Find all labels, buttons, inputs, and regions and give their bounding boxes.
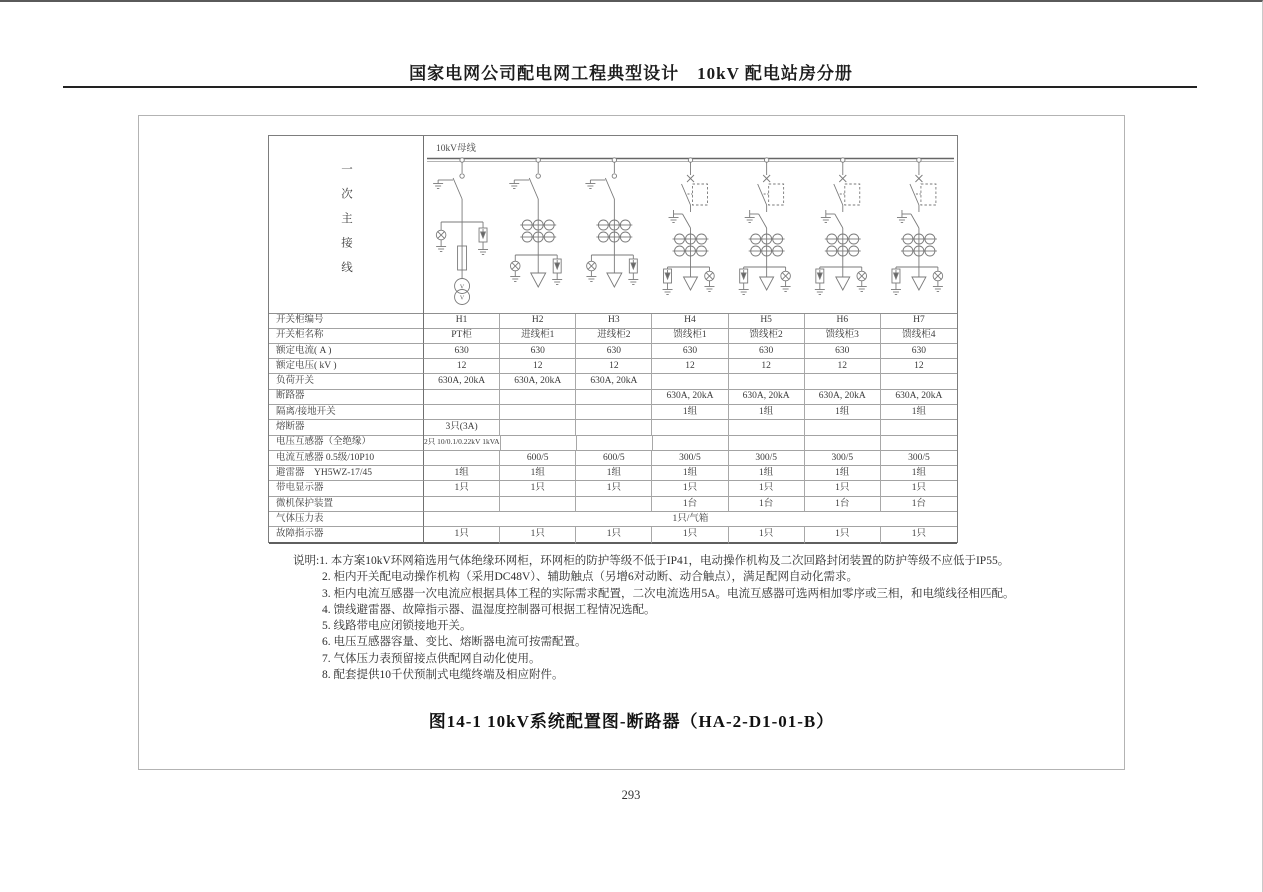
table-cell: 1只 <box>424 481 500 497</box>
table-cell: H6 <box>805 313 881 329</box>
table-rows <box>269 313 957 542</box>
table-cell: 1组 <box>729 405 805 421</box>
table-row-label: 气体压力表 <box>269 512 424 528</box>
table-cell: 1只 <box>652 481 728 497</box>
table-cell: 馈线柜2 <box>729 328 805 344</box>
table-cell <box>576 497 652 513</box>
table-cell: 1台 <box>729 497 805 513</box>
table-cell-merged: 1只/气箱 <box>424 512 957 528</box>
table-cell: 1组 <box>652 405 728 421</box>
table-cell <box>881 435 957 451</box>
table-cell: 2只 10/0.1/0.22kV 1kVA <box>424 435 501 451</box>
note-item: 1. 本方案10kV环网箱选用气体绝缘环网柜，环网柜的防护等级不低于IP41，电动操作机构及二次回路封闭装置的防护等级不应低于IP55。 <box>319 555 1010 567</box>
table-cell <box>729 420 805 436</box>
page-number: 293 <box>621 788 641 802</box>
table-row <box>269 328 957 343</box>
table-cell <box>729 374 805 390</box>
table-cell: 630 <box>729 344 805 360</box>
table-cell: 300/5 <box>881 451 957 467</box>
table-cell <box>424 497 500 513</box>
table-cell <box>424 389 500 405</box>
table-row-label: 避雷器 YH5WZ-17/45 <box>269 466 424 482</box>
table-cell: 1只 <box>729 481 805 497</box>
note-line: 4. 馈线避雷器、故障指示器、温湿度控制器可根据工程情况选配。 <box>322 603 656 616</box>
table-row-label: 额定电流( A ) <box>269 344 424 360</box>
sld-symbols <box>427 158 954 305</box>
table-cell: 1组 <box>881 405 957 421</box>
note-line: 8. 配套提供10千伏预制式电缆终端及相应附件。 <box>322 669 564 682</box>
table-cell: 1只 <box>500 527 576 544</box>
table-cell: 630A, 20kA <box>500 374 576 390</box>
table-cell: 1组 <box>881 466 957 482</box>
table-cell <box>576 405 652 421</box>
table-cell: 1只 <box>424 527 500 544</box>
table-cell: 1台 <box>881 497 957 513</box>
table-cell: 1只 <box>729 527 805 544</box>
table-cell: 630 <box>576 344 652 360</box>
table-cell: 3只(3A) <box>424 420 500 436</box>
table-cell <box>500 497 576 513</box>
table-cell: 1只 <box>881 481 957 497</box>
table-cell: 馈线柜4 <box>881 328 957 344</box>
table-row-label: 熔断器 <box>269 420 424 436</box>
notes-rest <box>293 569 1103 683</box>
table-cell: 630A, 20kA <box>652 389 728 405</box>
table-cell: 馈线柜1 <box>652 328 728 344</box>
table-cell: 1只 <box>805 481 881 497</box>
table-cell: PT柜 <box>424 328 500 344</box>
table-cell: 1组 <box>805 466 881 482</box>
table-row-label: 电流互感器 0.5级/10P10 <box>269 451 424 467</box>
table-cell: 1台 <box>805 497 881 513</box>
header-rule <box>63 86 1197 88</box>
configuration-table <box>268 135 958 543</box>
table-row-label: 电压互感器（全绝缘） <box>269 435 424 451</box>
table-row <box>269 389 957 404</box>
table-cell <box>576 420 652 436</box>
note-line <box>293 553 1103 569</box>
drawing-frame <box>138 115 1125 770</box>
table-cell <box>805 374 881 390</box>
table-cell: 1只 <box>652 527 728 544</box>
table-cell: 1只 <box>576 481 652 497</box>
single-line-diagram <box>424 136 957 314</box>
table-cell: H5 <box>729 313 805 329</box>
table-row <box>269 344 957 359</box>
table-cell: 630A, 20kA <box>576 374 652 390</box>
table-row-label: 微机保护装置 <box>269 497 424 513</box>
table-cell: 300/5 <box>805 451 881 467</box>
notes-prefix: 说明: <box>293 555 320 567</box>
table-cell <box>653 435 729 451</box>
table-cell: 1只 <box>576 527 652 544</box>
table-row-label: 负荷开关 <box>269 374 424 390</box>
table-cell: 进线柜1 <box>500 328 576 344</box>
table-cell: 12 <box>881 359 957 375</box>
page-header-title: 国家电网公司配电网工程典型设计 10kV 配电站房分册 <box>409 64 853 83</box>
table-cell <box>500 420 576 436</box>
svg-text:V: V <box>459 295 465 302</box>
table-cell: 630A, 20kA <box>424 374 500 390</box>
table-row-label: 开关柜编号 <box>269 313 424 329</box>
table-cell: 1组 <box>576 466 652 482</box>
table-row <box>269 435 957 450</box>
table-cell: 1组 <box>500 466 576 482</box>
table-cell <box>424 405 500 421</box>
table-row <box>269 481 957 496</box>
table-row-label: 带电显示器 <box>269 481 424 497</box>
table-cell: 1只 <box>881 527 957 544</box>
table-cell: 1组 <box>652 466 728 482</box>
table-row-label: 故障指示器 <box>269 527 424 544</box>
table-row <box>269 527 957 542</box>
table-cell <box>500 405 576 421</box>
table-row <box>269 497 957 512</box>
single-line-diagram-svg <box>424 136 957 313</box>
table-cell <box>881 420 957 436</box>
table-cell: 630 <box>881 344 957 360</box>
table-cell: 630 <box>424 344 500 360</box>
table-cell <box>805 435 881 451</box>
table-cell: 1组 <box>729 466 805 482</box>
table-cell: 630A, 20kA <box>805 389 881 405</box>
table-cell <box>881 374 957 390</box>
table-cell: 600/5 <box>576 451 652 467</box>
table-cell: 12 <box>805 359 881 375</box>
table-cell <box>500 389 576 405</box>
table-cell: 1组 <box>424 466 500 482</box>
note-line: 7. 气体压力表预留接点供配网自动化使用。 <box>322 652 541 665</box>
table-cell <box>576 389 652 405</box>
section-label: 一次主接线 <box>340 163 352 286</box>
table-cell: H2 <box>500 313 576 329</box>
table-cell: H3 <box>576 313 652 329</box>
table-cell: 馈线柜3 <box>805 328 881 344</box>
table-row-label: 断路器 <box>269 389 424 405</box>
table-cell: 1台 <box>652 497 728 513</box>
table-row <box>269 313 957 328</box>
table-row-label: 开关柜名称 <box>269 328 424 344</box>
svg-text:V: V <box>459 284 465 291</box>
table-row <box>269 359 957 374</box>
table-cell: 630 <box>805 344 881 360</box>
note-line: 6. 电压互感器容量、变比、熔断器电流可按需配置。 <box>322 636 587 649</box>
note-line: 3. 柜内电流互感器一次电流应根据具体工程的实际需求配置，二次电流选用5A。电流互感器可选两相加零序或三相，和电缆线径相匹配。 <box>322 587 1015 600</box>
table-cell <box>652 374 728 390</box>
table-cell: 12 <box>424 359 500 375</box>
table-cell <box>577 435 653 451</box>
note-line: 2. 柜内开关配电动操作机构（采用DC48V）、辅助触点（另增6对动断、动合触点），满足配网自动化需求。 <box>322 571 859 584</box>
table-row <box>269 512 957 527</box>
notes-section <box>293 553 1103 683</box>
table-cell: 12 <box>576 359 652 375</box>
table-cell <box>805 420 881 436</box>
table-cell: 1只 <box>805 527 881 544</box>
table-cell: H7 <box>881 313 957 329</box>
diagram-row <box>269 136 957 313</box>
table-row <box>269 451 957 466</box>
table-cell <box>501 435 577 451</box>
table-cell: H1 <box>424 313 500 329</box>
busbar-label: 10kV母线 <box>435 143 476 155</box>
table-cell: 630A, 20kA <box>881 389 957 405</box>
table-cell: 12 <box>500 359 576 375</box>
table-cell: 600/5 <box>500 451 576 467</box>
table-row <box>269 420 957 435</box>
table-row <box>269 466 957 481</box>
table-row-label: 额定电压( kV ) <box>269 359 424 375</box>
table-cell: 1组 <box>805 405 881 421</box>
table-cell: 300/5 <box>729 451 805 467</box>
table-cell: 进线柜2 <box>576 328 652 344</box>
section-label-cell <box>269 136 424 314</box>
table-row <box>269 405 957 420</box>
note-line: 5. 线路带电应闭锁接地开关。 <box>322 620 472 633</box>
table-cell <box>652 420 728 436</box>
table-row-label: 隔离/接地开关 <box>269 405 424 421</box>
table-cell: 630 <box>652 344 728 360</box>
table-cell: 300/5 <box>652 451 728 467</box>
table-cell: 12 <box>729 359 805 375</box>
table-cell: 630 <box>500 344 576 360</box>
table-cell: H4 <box>652 313 728 329</box>
table-cell: 630A, 20kA <box>729 389 805 405</box>
table-row <box>269 374 957 389</box>
figure-caption: 图14-1 10kV系统配置图-断路器（HA-2-D1-01-B） <box>428 712 835 731</box>
table-cell <box>729 435 805 451</box>
table-cell: 1只 <box>500 481 576 497</box>
table-cell: 12 <box>652 359 728 375</box>
table-cell <box>424 451 500 467</box>
